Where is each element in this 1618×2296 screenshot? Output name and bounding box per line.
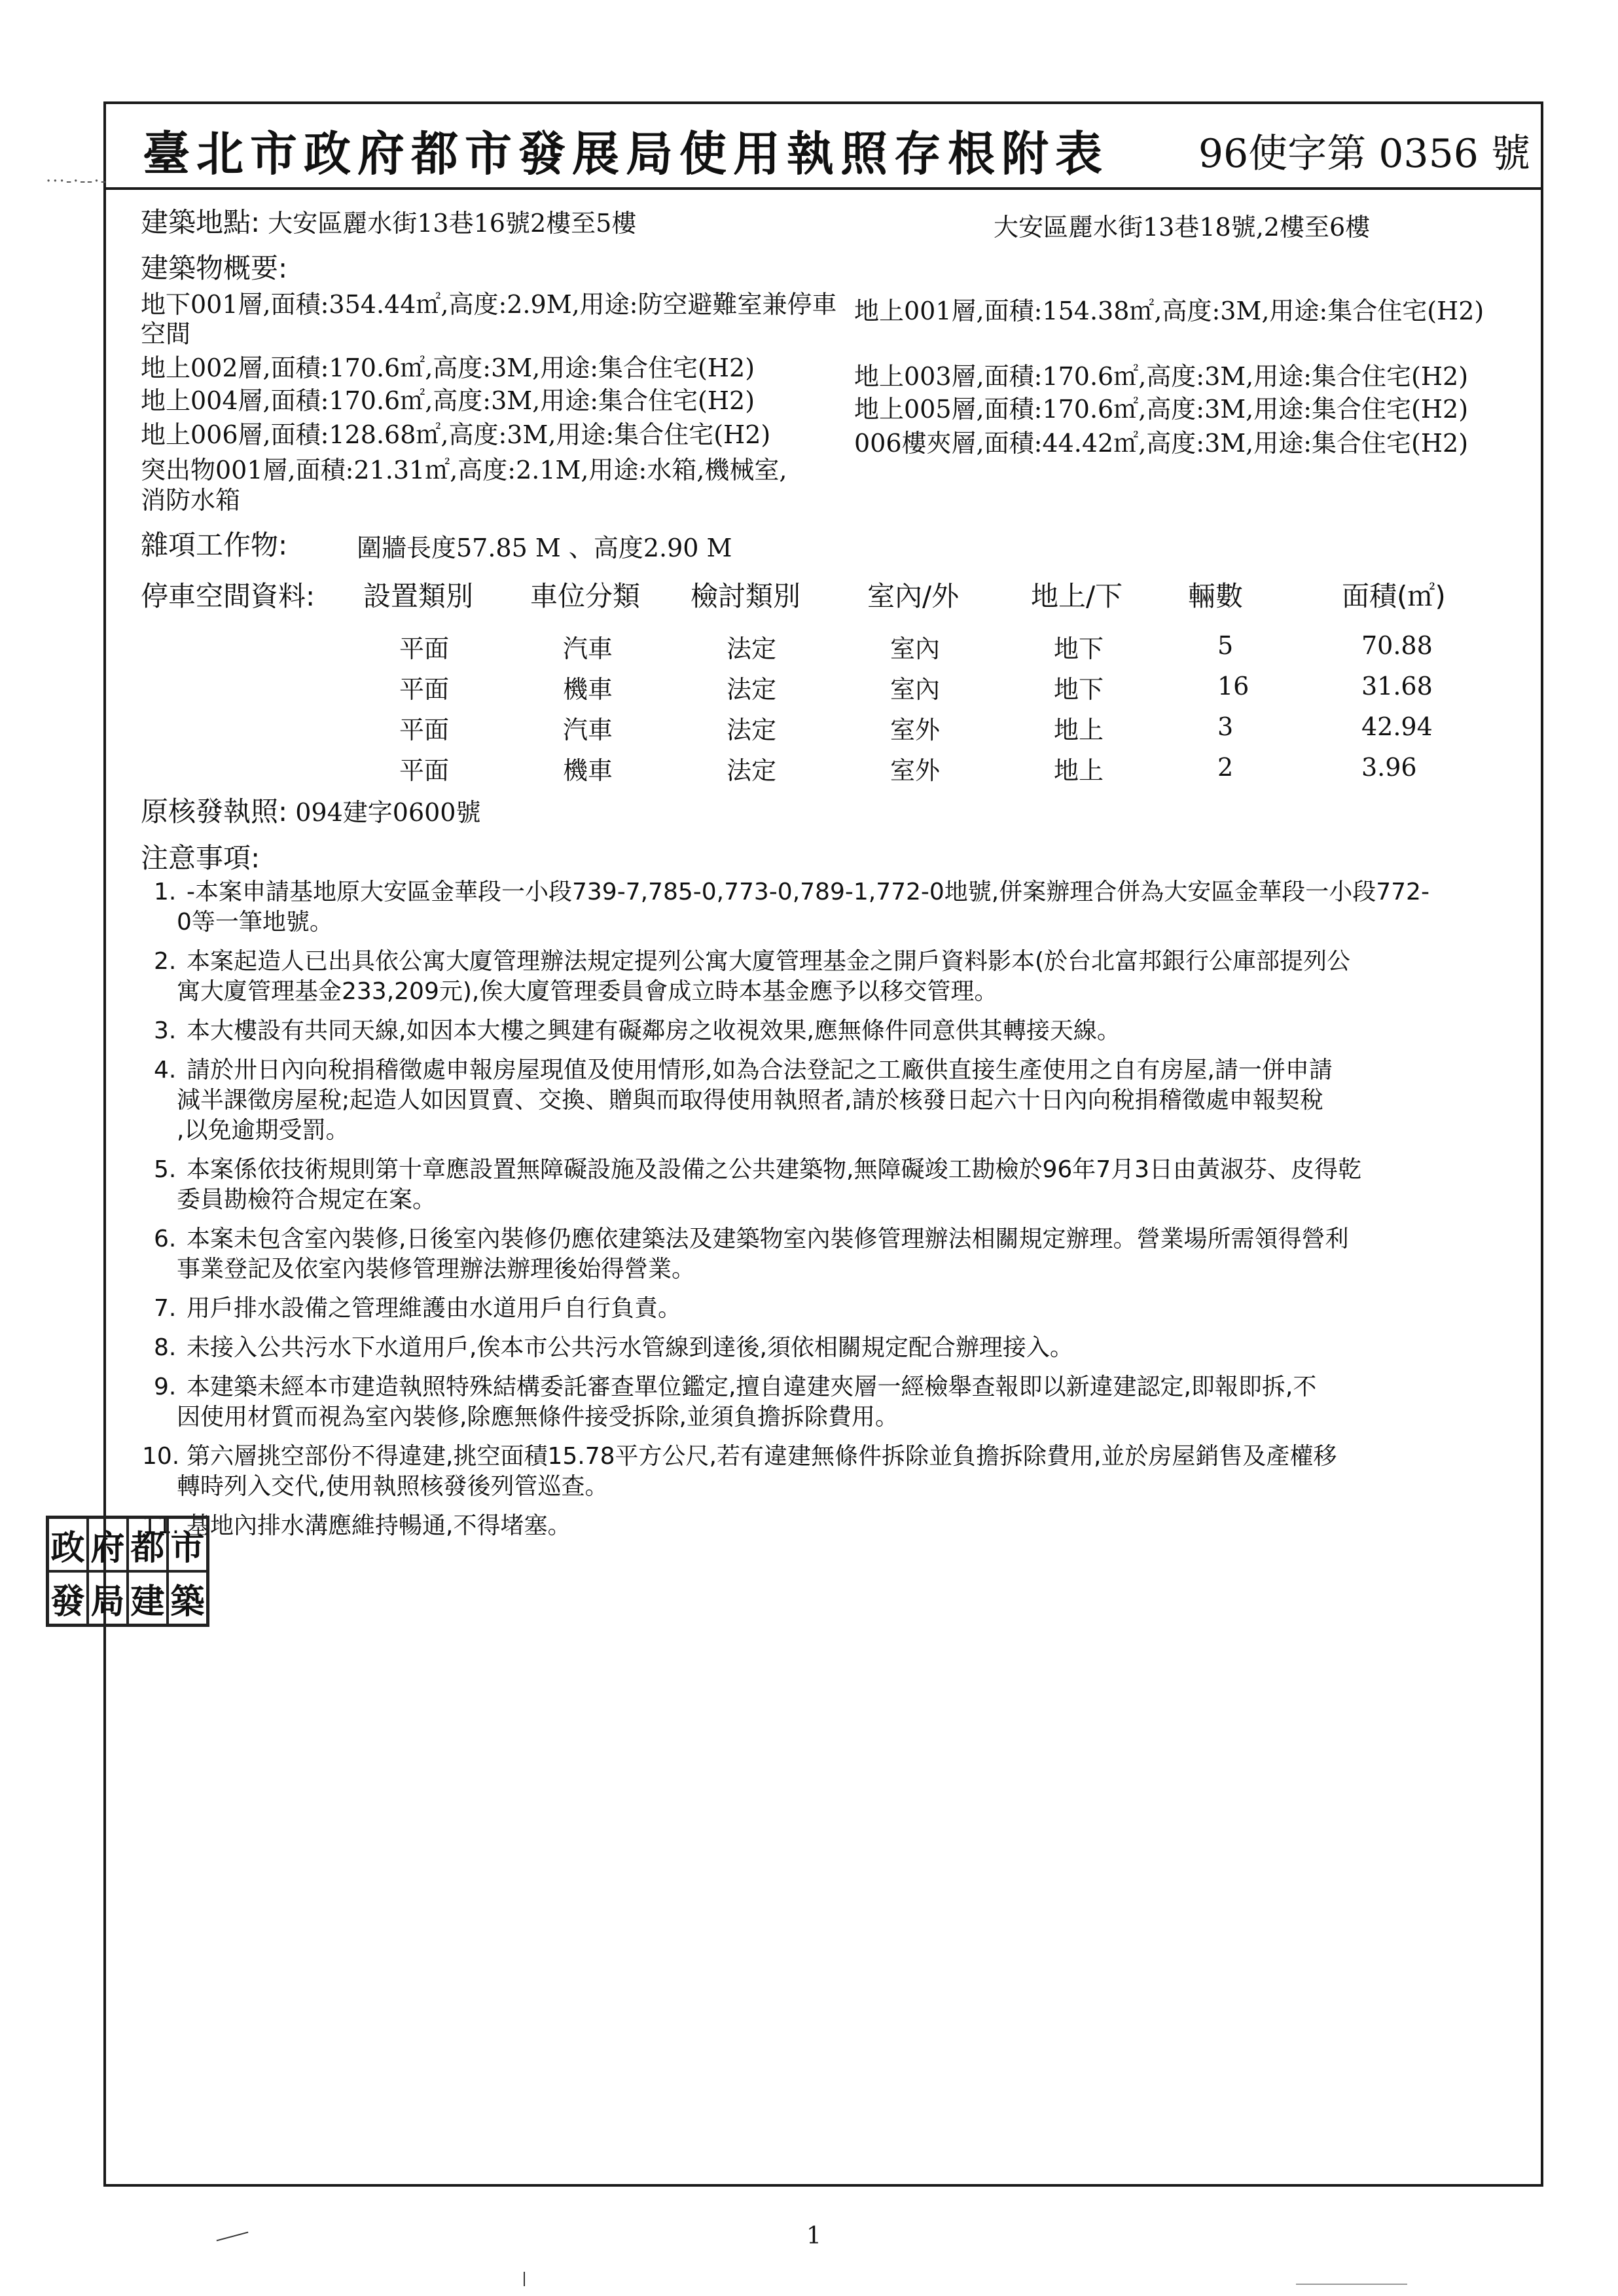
overview-row-left: 地上004層,面積:170.6㎡,高度:3M,用途:集合住宅(H2) — [141, 386, 755, 415]
parking-cell: 平面 — [399, 634, 450, 663]
overview-row-left: 消防水箱 — [141, 486, 241, 515]
note-line: 本大樓設有共同天線,如因本大樓之興建有礙鄰房之收視效果,應無條件同意供其轉接天線。 — [187, 1017, 1121, 1044]
note-number: 1. — [154, 879, 177, 905]
parking-cell: 平面 — [399, 756, 450, 785]
note-line: 因使用材質而視為室內裝修,除應無條件接受拆除,並須負擔拆除費用。 — [177, 1404, 899, 1430]
parking-cell: 室內 — [890, 675, 941, 704]
parking-cell: 法定 — [727, 756, 777, 785]
parking-header: 面積(㎡) — [1342, 580, 1446, 612]
parking-label: 停車空間資料: — [141, 580, 315, 612]
parking-header: 室內/外 — [867, 580, 960, 612]
page-number: 1 — [806, 2223, 821, 2250]
parking-cell: 地上 — [1054, 716, 1104, 744]
note-line: 基地內排水溝應維持暢通,不得堵塞。 — [187, 1512, 571, 1539]
stamp-char: 建 — [128, 1571, 168, 1625]
note-line: 本建築未經本市建造執照特殊結構委託審查單位鑑定,擅自違建夾層一經檢舉查報即以新違建認定,即報即拆,不 — [187, 1374, 1317, 1400]
note-number: 4. — [154, 1057, 177, 1084]
parking-cell: 2 — [1217, 753, 1234, 782]
title-row — [103, 101, 1543, 190]
note-number: 9. — [154, 1374, 177, 1400]
scan-mark — [217, 2232, 249, 2242]
stamp-char: 府 — [88, 1518, 128, 1571]
stamp-char: 發 — [48, 1571, 88, 1625]
parking-header: 車位分類 — [530, 580, 641, 612]
note-item — [154, 877, 1538, 938]
note-item — [154, 1155, 1538, 1215]
note-number: 2. — [154, 948, 177, 975]
stamp-char: 局 — [88, 1571, 128, 1625]
note-line: 轉時列入交代,使用執照核發後列管巡查。 — [177, 1473, 609, 1500]
parking-cell: 法定 — [727, 716, 777, 744]
parking-cell: 平面 — [399, 675, 450, 704]
site-address: 大安區麗水街13巷16號2樓至5樓 — [268, 209, 637, 238]
overview-row-right: 006樓夾層,面積:44.42㎡,高度:3M,用途:集合住宅(H2) — [854, 429, 1469, 458]
note-item — [154, 1294, 1538, 1324]
note-line: 0等一筆地號。 — [177, 909, 333, 936]
parking-cell: 地上 — [1054, 756, 1104, 785]
note-item — [154, 1055, 1538, 1146]
parking-cell: 汽車 — [563, 634, 613, 663]
note-line: 寓大廈管理基金233,209元),俟大廈管理委員會成立時本基金應予以移交管理。 — [177, 978, 998, 1005]
notes-label: 注意事項: — [141, 842, 261, 874]
parking-header: 設置類別 — [363, 580, 474, 612]
note-line: 委員勘檢符合規定在案。 — [177, 1186, 437, 1213]
document-title: 臺北市政府都市發展局使用執照存根附表 — [143, 126, 1109, 181]
note-number: 7. — [154, 1295, 177, 1322]
overview-label: 建築物概要: — [141, 252, 288, 284]
parking-cell: 42.94 — [1361, 712, 1433, 741]
parking-cell: 地下 — [1054, 675, 1104, 704]
note-item — [154, 1372, 1538, 1432]
stamp-char: 築 — [168, 1571, 207, 1625]
overview-row-right: 地上003層,面積:170.6㎡,高度:3M,用途:集合住宅(H2) — [854, 362, 1469, 391]
note-line: 減半課徵房屋稅;起造人如因買賣、交換、贈與而取得使用執照者,請於核發日起六十日內向稅捐稽徵處申報契稅 — [177, 1087, 1323, 1114]
note-line: 用戶排水設備之管理維護由水道用戶自行負責。 — [187, 1295, 682, 1322]
overview-row-right: 地上005層,面積:170.6㎡,高度:3M,用途:集合住宅(H2) — [854, 395, 1469, 424]
note-item — [142, 1511, 1538, 1541]
parking-cell: 機車 — [563, 756, 613, 785]
scan-mark — [1296, 2284, 1407, 2285]
note-item — [154, 1333, 1538, 1363]
parking-cell: 3.96 — [1361, 753, 1417, 782]
note-number: 8. — [154, 1334, 177, 1361]
parking-cell: 機車 — [563, 675, 613, 704]
site-address-2: 大安區麗水街13巷18號,2樓至6樓 — [994, 213, 1371, 242]
misc-label: 雜項工作物: — [141, 529, 288, 561]
note-line: 未接入公共污水下水道用戶,俟本市公共污水管線到達後,須依相關規定配合辦理接入。 — [187, 1334, 1073, 1361]
site-label: 建築地點: — [141, 206, 261, 238]
parking-header: 地上/下 — [1031, 580, 1123, 612]
note-line: 本案係依技術規則第十章應設置無障礙設施及設備之公共建築物,無障礙竣工勘檢於96年7月3日由黃淑芬、皮得乾 — [187, 1156, 1362, 1183]
site-line — [141, 206, 636, 239]
note-item — [154, 1224, 1538, 1285]
parking-header: 輛數 — [1188, 580, 1244, 612]
parking-cell: 法定 — [727, 675, 777, 704]
margin-scribble: ···-·--·- — [46, 172, 108, 191]
stamp-char: 都 — [128, 1518, 168, 1571]
parking-cell: 室外 — [890, 756, 941, 785]
overview-row-left: 空間 — [141, 319, 191, 348]
parking-cell: 汽車 — [563, 716, 613, 744]
note-line: 本案未包含室內裝修,日後室內裝修仍應依建築法及建築物室內裝修管理辦法相關規定辦理。營業場所需領得營利 — [187, 1226, 1349, 1252]
parking-cell: 5 — [1217, 631, 1234, 660]
stamp-char: 政 — [48, 1518, 88, 1571]
note-number: 3. — [154, 1017, 177, 1044]
original-permit-line — [141, 795, 481, 828]
note-line: 事業登記及依室內裝修管理辦法辦理後始得營業。 — [177, 1256, 696, 1283]
parking-cell: 室內 — [890, 634, 941, 663]
overview-row-right: 地上001層,面積:154.38㎡,高度:3M,用途:集合住宅(H2) — [854, 297, 1484, 325]
note-item — [154, 947, 1538, 1007]
note-number: 6. — [154, 1226, 177, 1252]
note-line: 第六層挑空部份不得違建,挑空面積15.78平方公尺,若有違建無條件拆除並負擔拆除費用,並於房屋銷售及產權移 — [187, 1443, 1337, 1470]
official-seal-stamp — [46, 1516, 209, 1627]
misc-value: 圍牆長度57.85 M 、高度2.90 M — [357, 534, 732, 562]
note-line: ,以免逾期受罰。 — [177, 1117, 350, 1144]
parking-cell: 70.88 — [1361, 631, 1433, 660]
parking-cell: 地下 — [1054, 634, 1104, 663]
original-permit-label: 原核發執照: — [141, 795, 288, 828]
note-number: 11. — [142, 1512, 180, 1539]
note-number: 10. — [142, 1443, 180, 1470]
parking-cell: 31.68 — [1361, 672, 1433, 701]
stamp-char: 市 — [168, 1518, 207, 1571]
parking-cell: 平面 — [399, 716, 450, 744]
overview-row-left: 地上006層,面積:128.68㎡,高度:3M,用途:集合住宅(H2) — [141, 420, 771, 449]
overview-row-left: 地上002層,面積:170.6㎡,高度:3M,用途:集合住宅(H2) — [141, 354, 755, 382]
note-line: -本案申請基地原大安區金華段一小段739-7,785-0,773-0,789-1,772-0地號,併案辦理合併為大安區金華段一小段772- — [187, 879, 1429, 905]
note-item — [142, 1442, 1538, 1502]
original-permit-value: 094建字0600號 — [295, 798, 481, 827]
note-line: 本案起造人已出具依公寓大廈管理辦法規定提列公寓大廈管理基金之開戶資料影本(於台北富邦銀行公庫部提列公 — [187, 948, 1351, 975]
note-line: 請於卅日內向稅捐稽徵處申報房屋現值及使用情形,如為合法登記之工廠供直接生產使用之自有房屋,請一併申請 — [187, 1057, 1333, 1084]
parking-cell: 3 — [1217, 712, 1234, 741]
parking-cell: 法定 — [727, 634, 777, 663]
overview-row-left: 地下001層,面積:354.44㎡,高度:2.9M,用途:防空避難室兼停車 — [141, 290, 837, 319]
parking-cell: 室外 — [890, 716, 941, 744]
note-item — [154, 1016, 1538, 1046]
overview-row-left: 突出物001層,面積:21.31㎡,高度:2.1M,用途:水箱,機械室, — [141, 456, 787, 484]
parking-header: 檢討類別 — [691, 580, 801, 612]
permit-number: 96使字第 0356 號 — [1198, 131, 1530, 177]
parking-cell: 16 — [1217, 672, 1249, 701]
scan-mark — [524, 2272, 525, 2286]
note-number: 5. — [154, 1156, 177, 1183]
